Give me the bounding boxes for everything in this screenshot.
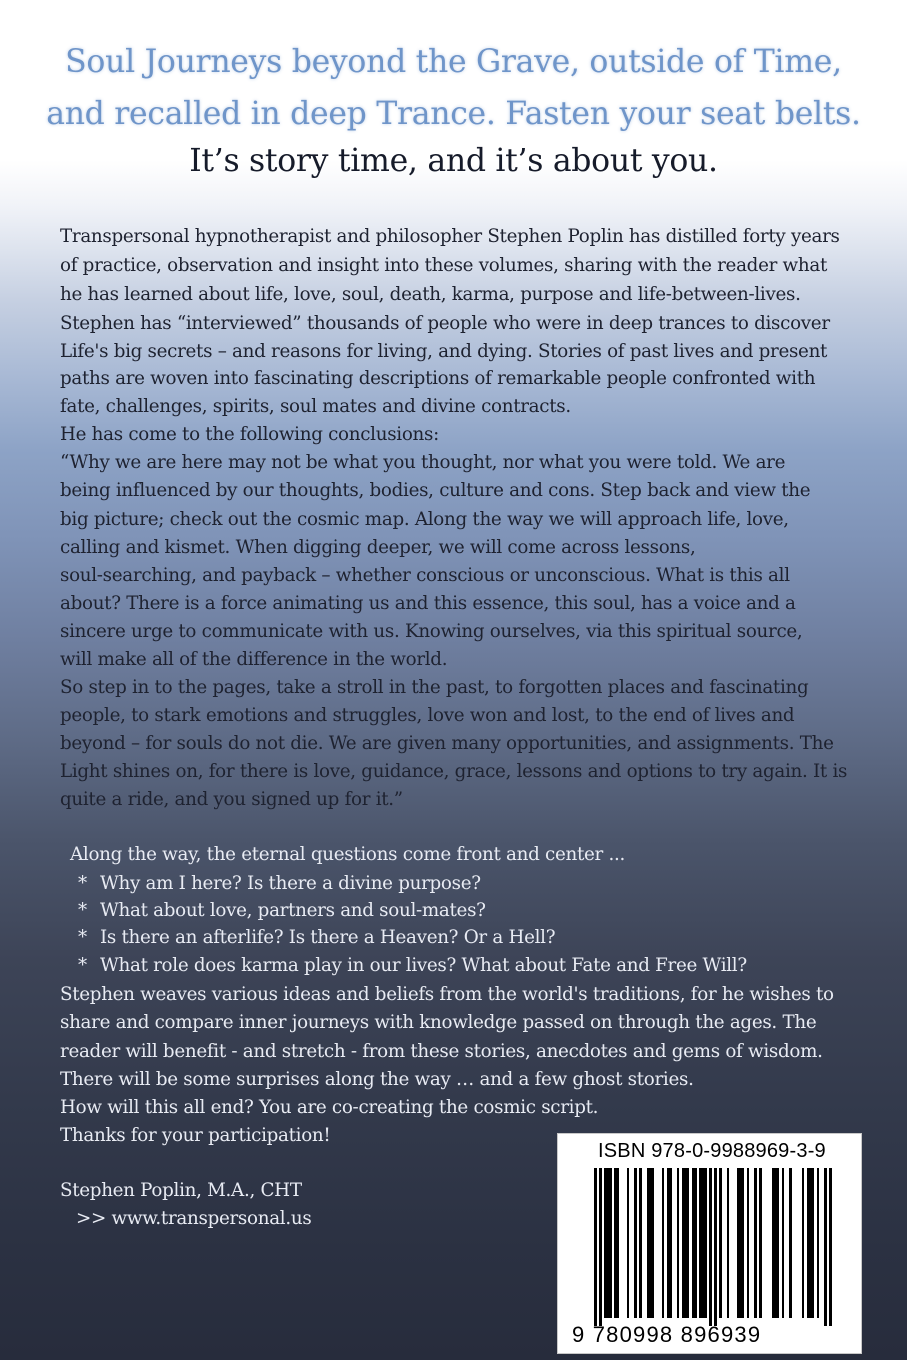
barcode-bar: [714, 1168, 717, 1326]
barcode-bar: [639, 1168, 642, 1318]
headline-line-1: Soul Journeys beyond the Grave, outside of Time,: [65, 44, 842, 80]
question-item: Is there an afterlife? Is there a Heaven? Or a Hell?: [100, 927, 556, 948]
quote-line: people, to stark emotions and struggles, love won and lost, to the end of lives and: [60, 705, 795, 726]
quote-line: will make all of the difference in the world.: [60, 649, 448, 670]
barcode-bar: [709, 1168, 712, 1326]
question-bullet: *: [78, 927, 87, 948]
body-line: Life's big secrets – and reasons for living, and dying. Stories of past lives and present: [60, 341, 828, 362]
quote-line: beyond – for souls do not die. We are given many opportunities, and assignments. The: [60, 733, 834, 754]
body-line: paths are woven into fascinating descriptions of remarkable people confronted with: [60, 368, 816, 389]
body-line: He has come to the following conclusions:: [60, 424, 439, 445]
barcode-bar: [634, 1168, 637, 1318]
quote-line: Light shines on, for there is love, guidance, grace, lessons and options to try again. It is: [60, 761, 848, 782]
closing-line: share and compare inner journeys with knowledge passed on through the ages. The: [60, 1012, 817, 1033]
question-bullet: *: [78, 955, 87, 976]
barcode-bar: [782, 1168, 785, 1318]
barcode-bar: [802, 1168, 805, 1318]
barcode-bar: [789, 1168, 792, 1318]
barcode-bar: [829, 1168, 832, 1326]
isbn-barcode-box: [557, 1133, 862, 1354]
barcode-bar: [662, 1168, 665, 1318]
barcode-bar: [627, 1168, 630, 1318]
isbn-label: ISBN 978-0-9988969-3-9: [598, 1140, 826, 1162]
body-line: he has learned about life, love, soul, death, karma, purpose and life-between-lives.: [60, 284, 801, 305]
question-item: Why am I here? Is there a divine purpose?: [100, 873, 481, 894]
headline-line-2: and recalled in deep Trance. Fasten your seat belts.: [46, 96, 861, 132]
barcode-bars: [594, 1168, 832, 1326]
tagline: It’s story time, and it’s about you.: [189, 143, 718, 179]
barcode-bar: [599, 1168, 602, 1326]
quote-line: calling and kismet. When digging deeper, we will come across lessons,: [60, 537, 696, 558]
barcode-bar: [614, 1168, 619, 1318]
body-line: Transpersonal hypnotherapist and philosopher Stephen Poplin has distilled forty years: [60, 226, 840, 247]
body-line: of practice, observation and insight into these volumes, sharing with the reader what: [60, 255, 828, 276]
question-item: What about love, partners and soul-mates?: [100, 900, 486, 921]
author-website: >> www.transpersonal.us: [76, 1208, 312, 1229]
barcode-bar: [682, 1168, 690, 1318]
barcode-bar: [647, 1168, 655, 1318]
question-bullet: *: [78, 873, 87, 894]
body-line: Stephen has “interviewed” thousands of people who were in deep trances to discover: [60, 313, 830, 334]
closing-line: Stephen weaves various ideas and beliefs from the world's traditions, for he wishes to: [60, 984, 834, 1005]
barcode-bar: [747, 1168, 750, 1318]
question-bullet: *: [78, 900, 87, 921]
barcode-bar: [824, 1168, 827, 1326]
barcode-bar: [754, 1168, 757, 1318]
quote-line: quite a ride, and you signed up for it.”: [60, 789, 403, 810]
barcode-bar: [692, 1168, 697, 1318]
quote-line: soul-searching, and payback – whether conscious or unconscious. What is this all: [60, 565, 790, 586]
body-line: fate, challenges, spirits, soul mates and divine contracts.: [60, 396, 571, 417]
barcode-bar: [719, 1168, 722, 1318]
barcode-bar: [604, 1168, 612, 1318]
quote-line: sincere urge to communicate with us. Knowing ourselves, via this spiritual source,: [60, 621, 803, 642]
barcode-bar: [759, 1168, 762, 1318]
quote-line: So step in to the pages, take a stroll in the past, to forgotten places and fascinating: [60, 677, 809, 698]
barcode-bar: [807, 1168, 815, 1318]
quote-line: big picture; check out the cosmic map. Along the way we will approach life, love,: [60, 509, 789, 530]
quote-line: about? There is a force animating us and this essence, this soul, has a voice and a: [60, 593, 796, 614]
barcode-bar: [699, 1168, 707, 1318]
closing-line: reader will benefit - and stretch - from these stories, anecdotes and gems of wisdom.: [60, 1041, 823, 1062]
quote-line: “Why we are here may not be what you thought, nor what you were told. We are: [60, 452, 786, 473]
question-item: What role does karma play in our lives? What about Fate and Free Will?: [100, 955, 747, 976]
barcode-bar: [667, 1168, 672, 1318]
barcode-bar: [727, 1168, 730, 1318]
questions-intro: Along the way, the eternal questions come front and center ...: [70, 844, 626, 865]
closing-line: Thanks for your participation!: [60, 1125, 331, 1146]
barcode-bar: [817, 1168, 820, 1318]
author-name: Stephen Poplin, M.A., CHT: [60, 1180, 302, 1201]
barcode-bar: [594, 1168, 597, 1326]
quote-line: being influenced by our thoughts, bodies, culture and cons. Step back and view the: [60, 480, 811, 501]
barcode-bar: [737, 1168, 745, 1318]
closing-line: How will this all end? You are co-creating the cosmic script.: [60, 1097, 599, 1118]
closing-line: There will be some surprises along the way … and a few ghost stories.: [60, 1069, 694, 1090]
barcode-bar: [677, 1168, 680, 1318]
ean-digits: 9 780998 896939: [572, 1322, 762, 1347]
barcode-bar: [772, 1168, 780, 1318]
